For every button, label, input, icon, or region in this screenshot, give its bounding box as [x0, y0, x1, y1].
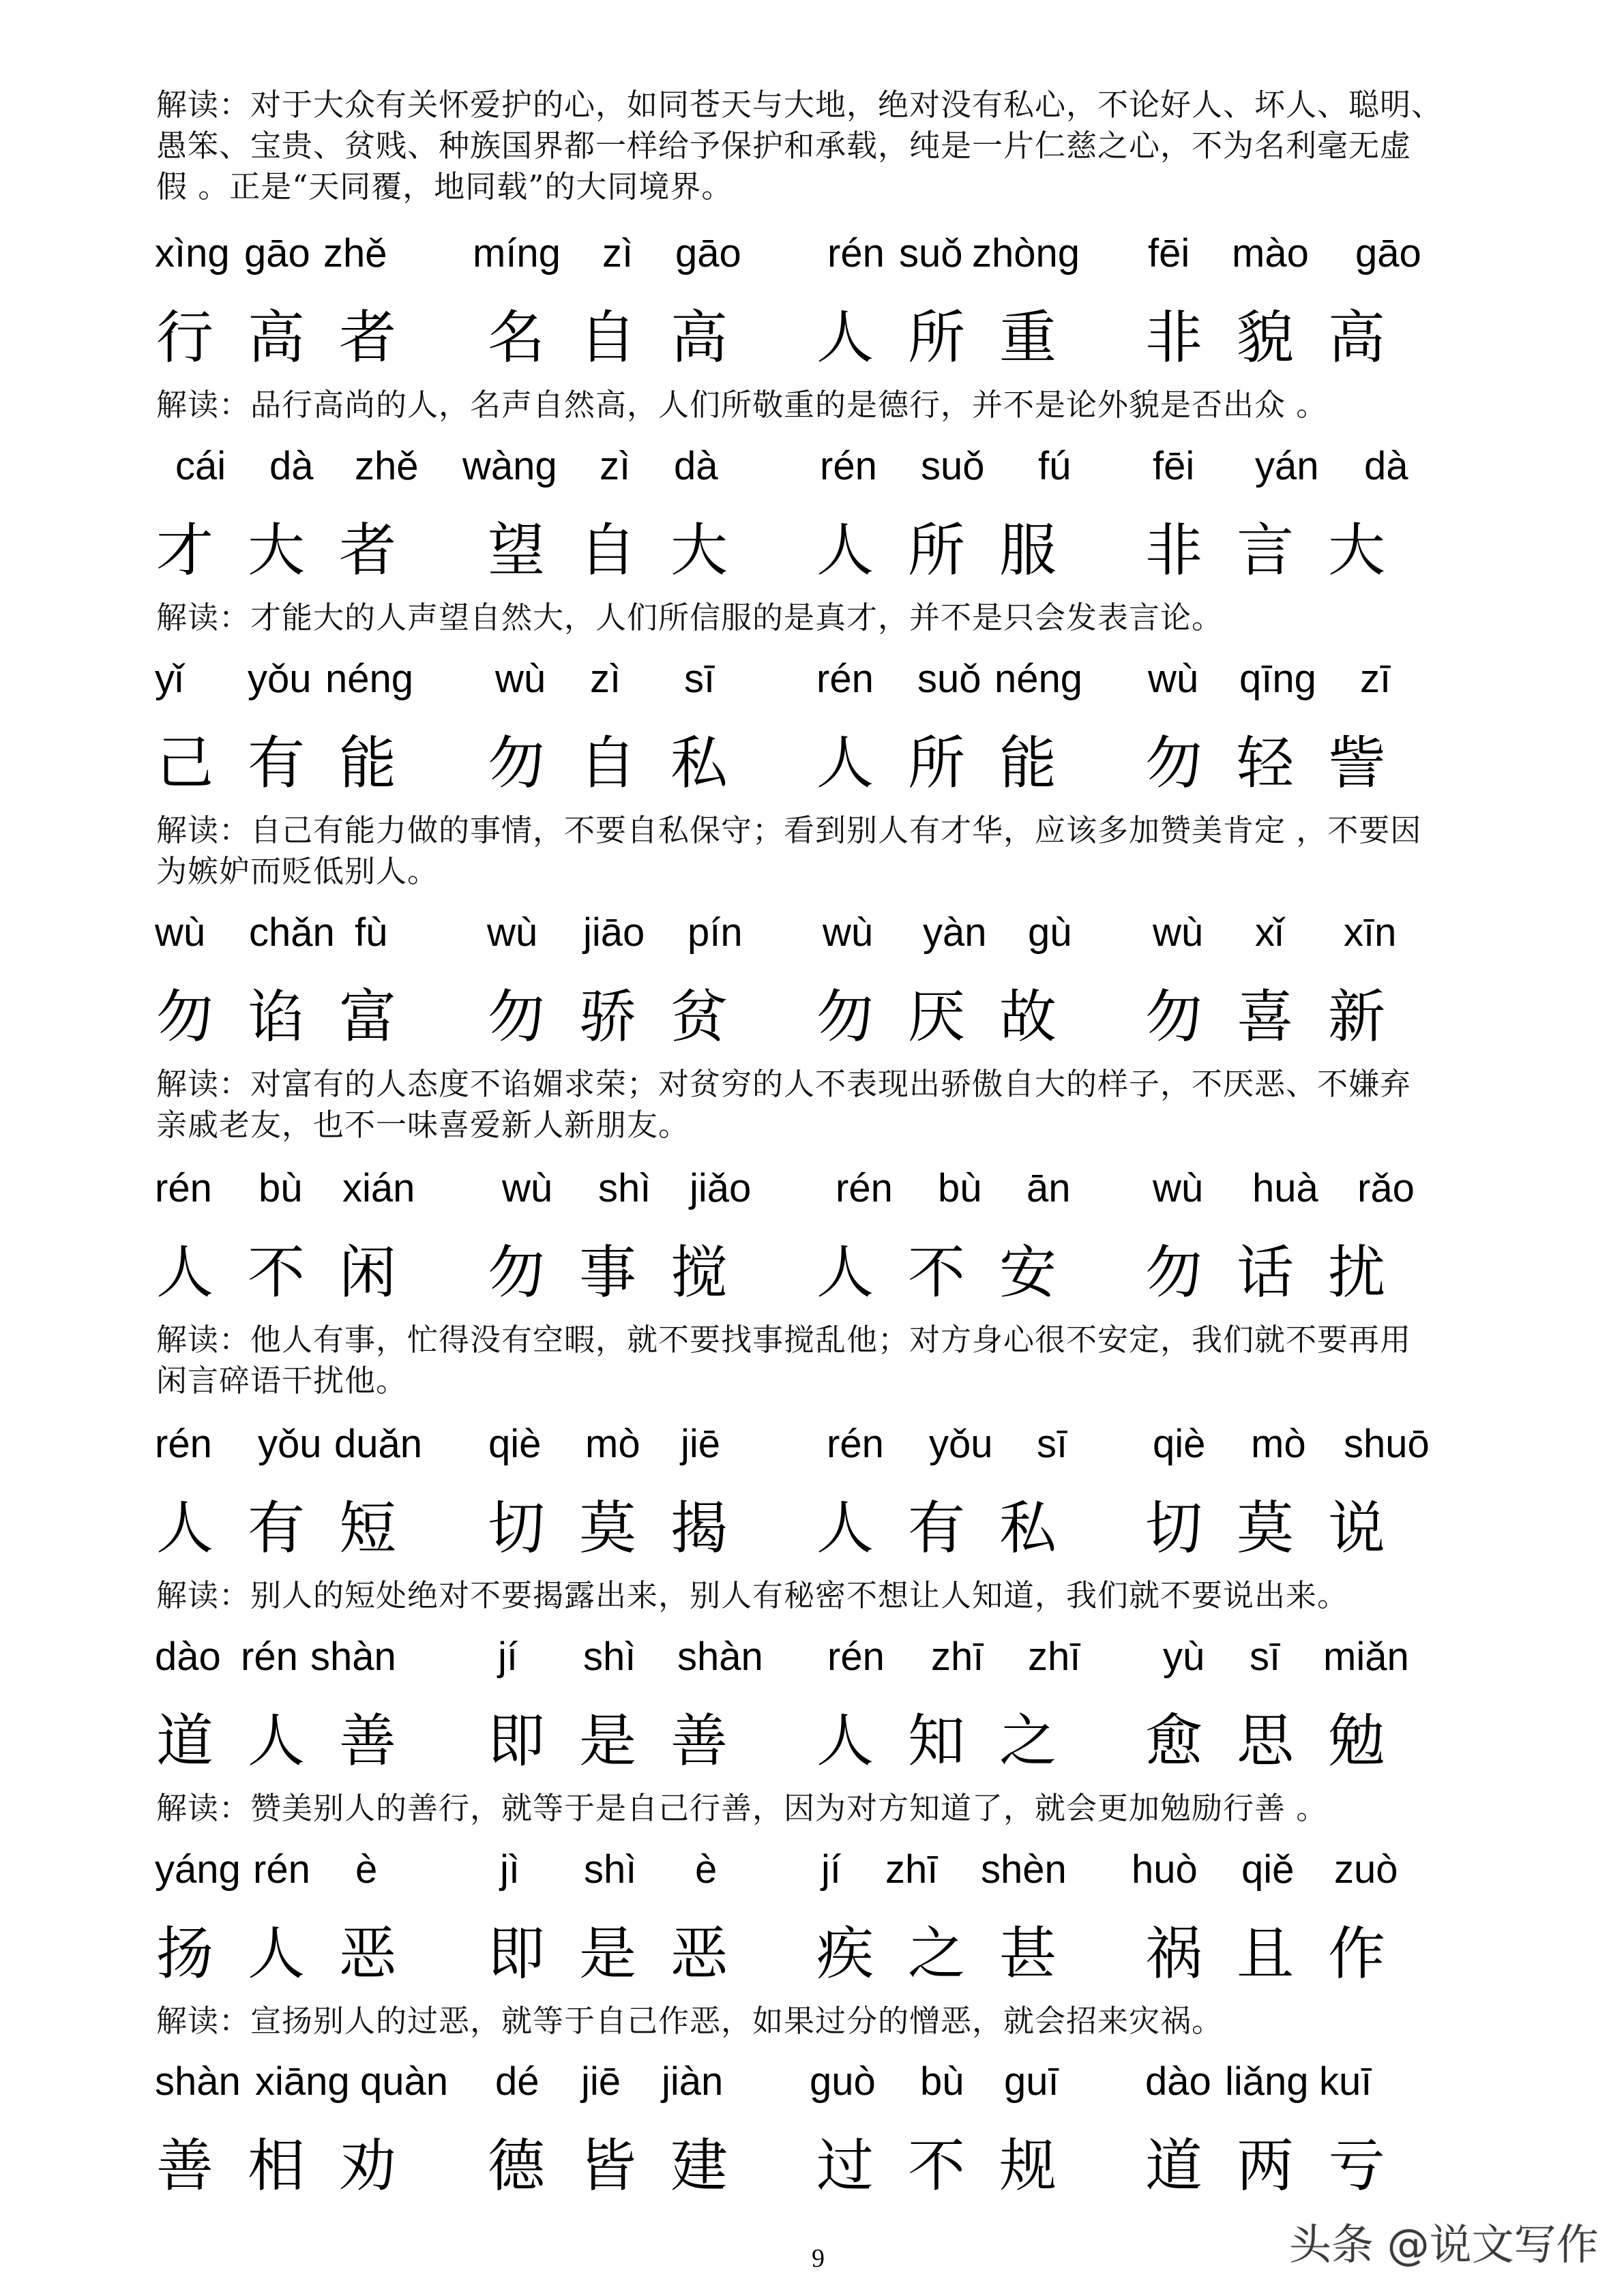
- hanzi-character: 自: [579, 304, 637, 371]
- pinyin-syllable: mào: [1232, 231, 1309, 275]
- pinyin-syllable: è: [355, 1847, 378, 1892]
- pinyin-syllable: gāo: [1355, 231, 1421, 275]
- hanzi-character: 大: [670, 517, 728, 584]
- commentary-line: 亲戚老友，也不一味喜爱新人新朋友。: [156, 1107, 690, 1143]
- hanzi-character: 安: [999, 1239, 1057, 1306]
- hanzi-character: 搅: [670, 1239, 728, 1306]
- pinyin-syllable: è: [695, 1847, 718, 1892]
- hanzi-character: 善: [670, 1708, 728, 1774]
- hanzi-character: 相: [248, 2132, 306, 2199]
- hanzi-character: 愈: [1145, 1708, 1203, 1774]
- hanzi-character: 勿: [488, 983, 546, 1050]
- hanzi-character: 疾: [816, 1920, 874, 1987]
- hanzi-character: 规: [999, 2132, 1057, 2199]
- pinyin-syllable: shuō: [1344, 1422, 1430, 1466]
- hanzi-character: 话: [1237, 1239, 1295, 1306]
- pinyin-syllable: fú: [1038, 444, 1072, 488]
- pinyin-syllable: guò: [810, 2059, 876, 2104]
- pinyin-syllable: shàn: [310, 1635, 396, 1679]
- pinyin-syllable: qiè: [488, 1422, 542, 1466]
- pinyin-syllable: suǒ: [921, 444, 985, 488]
- pinyin-syllable: wàng: [462, 444, 557, 488]
- pinyin-syllable: chǎn: [249, 910, 335, 955]
- hanzi-character: 勿: [1145, 730, 1203, 796]
- pinyin-syllable: duǎn: [334, 1422, 423, 1466]
- commentary-line: 解读：对于大众有关怀爱护的心，如同苍天与大地，绝对没有私心，不论好人、坏人、聪明、: [156, 87, 1443, 123]
- hanzi-character: 服: [999, 517, 1057, 584]
- pinyin-syllable: zì: [600, 444, 631, 488]
- pinyin-syllable: rén: [827, 231, 885, 275]
- hanzi-character: 贫: [670, 983, 728, 1050]
- hanzi-character: 非: [1145, 517, 1203, 584]
- pinyin-syllable: wù: [502, 1166, 553, 1210]
- pinyin-syllable: gāo: [675, 231, 741, 275]
- pinyin-syllable: fù: [355, 910, 388, 955]
- hanzi-character: 人: [816, 1708, 874, 1774]
- pinyin-syllable: yù: [1163, 1635, 1205, 1679]
- hanzi-character: 有: [248, 730, 306, 796]
- hanzi-character: 勿: [488, 730, 546, 796]
- pinyin-syllable: bù: [920, 2059, 964, 2104]
- commentary-line: 解读：对富有的人态度不谄媚求荣；对贫穷的人不表现出骄傲自大的样子，不厌恶、不嫌弃: [156, 1066, 1412, 1102]
- pinyin-syllable: kuī: [1319, 2059, 1372, 2104]
- pinyin-syllable: qīng: [1239, 657, 1316, 701]
- hanzi-character: 所: [908, 304, 966, 371]
- pinyin-syllable: rén: [253, 1847, 310, 1892]
- pinyin-syllable: ān: [1027, 1166, 1071, 1210]
- pinyin-syllable: cái: [175, 444, 226, 488]
- pinyin-syllable: rén: [827, 1422, 884, 1466]
- hanzi-character: 貌: [1237, 304, 1295, 371]
- pinyin-syllable: rén: [155, 1422, 212, 1466]
- hanzi-character: 勿: [156, 983, 214, 1050]
- hanzi-character: 皆: [579, 2132, 637, 2199]
- pinyin-syllable: qiě: [1241, 1847, 1295, 1892]
- pinyin-syllable: fēi: [1148, 231, 1190, 275]
- pinyin-syllable: dé: [495, 2059, 540, 2104]
- pinyin-syllable: zhě: [355, 444, 419, 488]
- pinyin-syllable: xǐ: [1255, 910, 1284, 955]
- hanzi-character: 思: [1237, 1708, 1295, 1774]
- hanzi-character: 自: [579, 730, 637, 796]
- pinyin-syllable: wù: [1153, 1166, 1204, 1210]
- pinyin-syllable: shèn: [981, 1847, 1067, 1892]
- hanzi-character: 人: [156, 1239, 214, 1306]
- commentary-line: 解读：他人有事，忙得没有空暇，就不要找事搅乱他；对方身心很不安定，我们就不要再用: [156, 1322, 1412, 1358]
- pinyin-syllable: shàn: [677, 1635, 763, 1679]
- hanzi-character: 非: [1145, 304, 1203, 371]
- pinyin-syllable: qiè: [1153, 1422, 1206, 1466]
- pinyin-syllable: dà: [269, 444, 314, 488]
- pinyin-syllable: zì: [590, 657, 621, 701]
- commentary-line: 解读：别人的短处绝对不要揭露出来，别人有秘密不想让人知道，我们就不要说出来。: [156, 1577, 1349, 1613]
- hanzi-character: 厌: [908, 983, 966, 1050]
- pinyin-syllable: míng: [473, 231, 561, 275]
- hanzi-character: 所: [908, 517, 966, 584]
- hanzi-character: 不: [908, 2132, 966, 2199]
- pinyin-syllable: sī: [1250, 1635, 1281, 1679]
- commentary-line: 假 。正是“天同覆，地同载”的大同境界。: [156, 168, 733, 205]
- hanzi-character: 人: [816, 517, 874, 584]
- pinyin-syllable: gāo: [244, 231, 310, 275]
- pinyin-syllable: jiāo: [583, 910, 645, 955]
- hanzi-character: 人: [816, 730, 874, 796]
- hanzi-character: 勿: [1145, 1239, 1203, 1306]
- hanzi-character: 人: [816, 304, 874, 371]
- pinyin-syllable: néng: [325, 657, 414, 701]
- pinyin-syllable: rén: [836, 1166, 893, 1210]
- hanzi-character: 才: [156, 517, 214, 584]
- hanzi-character: 有: [908, 1495, 966, 1562]
- hanzi-character: 且: [1237, 1920, 1295, 1987]
- pinyin-syllable: zhě: [323, 231, 387, 275]
- pinyin-syllable: rǎo: [1357, 1166, 1415, 1210]
- hanzi-character: 高: [670, 304, 728, 371]
- pinyin-syllable: rén: [820, 444, 877, 488]
- hanzi-character: 者: [339, 304, 397, 371]
- pinyin-syllable: yáng: [155, 1847, 241, 1892]
- hanzi-character: 私: [670, 730, 728, 796]
- pinyin-syllable: wù: [487, 910, 538, 955]
- hanzi-character: 之: [908, 1920, 966, 1987]
- hanzi-character: 甚: [999, 1920, 1057, 1987]
- hanzi-character: 不: [908, 1239, 966, 1306]
- watermark: 头条 @说文写作: [1289, 2220, 1599, 2269]
- hanzi-character: 望: [488, 517, 546, 584]
- hanzi-character: 勿: [488, 1239, 546, 1306]
- pinyin-syllable: xìng: [155, 231, 230, 275]
- hanzi-character: 骄: [579, 983, 637, 1050]
- pinyin-syllable: dà: [1364, 444, 1408, 488]
- hanzi-character: 喜: [1237, 983, 1295, 1050]
- pinyin-syllable: dào: [1145, 2059, 1211, 2104]
- pinyin-syllable: rén: [827, 1635, 885, 1679]
- hanzi-character: 自: [579, 517, 637, 584]
- commentary-line: 闲言碎语干扰他。: [156, 1362, 408, 1399]
- hanzi-character: 行: [156, 304, 214, 371]
- hanzi-character: 不: [248, 1239, 306, 1306]
- pinyin-syllable: mò: [585, 1422, 640, 1466]
- pinyin-syllable: rén: [241, 1635, 298, 1679]
- pinyin-syllable: wù: [495, 657, 546, 701]
- pinyin-syllable: liǎng: [1225, 2059, 1309, 2104]
- hanzi-character: 劝: [339, 2132, 397, 2199]
- hanzi-character: 勿: [1145, 983, 1203, 1050]
- pinyin-syllable: xián: [342, 1166, 415, 1210]
- pinyin-syllable: jí: [821, 1847, 841, 1892]
- hanzi-character: 扰: [1328, 1239, 1386, 1306]
- commentary-line: 愚笨、宝贵、贫贱、种族国界都一样给予保护和承载，纯是一片仁慈之心，不为名利毫无虚: [156, 128, 1412, 164]
- hanzi-character: 之: [999, 1708, 1057, 1774]
- hanzi-character: 说: [1328, 1495, 1386, 1562]
- pinyin-syllable: yǒu: [258, 1422, 322, 1466]
- pinyin-syllable: yǒu: [929, 1422, 993, 1466]
- pinyin-syllable: rén: [816, 657, 874, 701]
- pinyin-syllable: xīn: [1344, 910, 1397, 955]
- hanzi-character: 扬: [156, 1920, 214, 1987]
- pinyin-syllable: rén: [155, 1166, 212, 1210]
- hanzi-character: 人: [156, 1495, 214, 1562]
- hanzi-character: 大: [1328, 517, 1386, 584]
- pinyin-syllable: jí: [498, 1635, 518, 1679]
- hanzi-character: 重: [999, 304, 1057, 371]
- pinyin-syllable: bù: [938, 1166, 982, 1210]
- pinyin-syllable: suǒ: [899, 231, 963, 275]
- hanzi-character: 建: [670, 2132, 728, 2199]
- pinyin-syllable: shàn: [155, 2059, 241, 2104]
- pinyin-syllable: xiāng: [255, 2059, 350, 2104]
- pinyin-syllable: jiē: [581, 2059, 621, 2104]
- hanzi-character: 闲: [339, 1239, 397, 1306]
- hanzi-character: 人: [248, 1708, 306, 1774]
- hanzi-character: 恶: [670, 1920, 728, 1987]
- hanzi-character: 道: [1145, 2132, 1203, 2199]
- hanzi-character: 揭: [670, 1495, 728, 1562]
- hanzi-character: 高: [248, 304, 306, 371]
- pinyin-syllable: zhòng: [972, 231, 1080, 275]
- pinyin-syllable: zhī: [885, 1847, 939, 1892]
- hanzi-character: 过: [816, 2132, 874, 2199]
- hanzi-character: 是: [579, 1920, 637, 1987]
- pinyin-syllable: wù: [155, 910, 206, 955]
- pinyin-syllable: yán: [1255, 444, 1319, 488]
- hanzi-character: 善: [156, 2132, 214, 2199]
- pinyin-syllable: dào: [155, 1635, 221, 1679]
- pinyin-syllable: wù: [823, 910, 874, 955]
- pinyin-syllable: jiē: [681, 1422, 721, 1466]
- hanzi-character: 知: [908, 1708, 966, 1774]
- hanzi-character: 人: [816, 1239, 874, 1306]
- pinyin-syllable: quàn: [360, 2059, 449, 2104]
- commentary-line: 解读：品行高尚的人，名声自然高，人们所敬重的是德行，并不是论外貌是否出众 。: [156, 387, 1328, 423]
- page-number: 9: [812, 2244, 825, 2273]
- hanzi-character: 訾: [1328, 730, 1386, 796]
- hanzi-character: 切: [488, 1495, 546, 1562]
- pinyin-syllable: gù: [1028, 910, 1072, 955]
- hanzi-character: 德: [488, 2132, 546, 2199]
- hanzi-character: 道: [156, 1708, 214, 1774]
- hanzi-character: 莫: [1237, 1495, 1295, 1562]
- hanzi-character: 私: [999, 1495, 1057, 1562]
- pinyin-syllable: dà: [674, 444, 718, 488]
- pinyin-syllable: zī: [1360, 657, 1391, 701]
- hanzi-character: 能: [339, 730, 397, 796]
- pinyin-syllable: huà: [1252, 1166, 1318, 1210]
- pinyin-syllable: suǒ: [917, 657, 981, 701]
- hanzi-character: 故: [999, 983, 1057, 1050]
- pinyin-syllable: miǎn: [1323, 1635, 1409, 1679]
- pinyin-syllable: wù: [1148, 657, 1199, 701]
- hanzi-character: 新: [1328, 983, 1386, 1050]
- pinyin-syllable: jì: [500, 1847, 520, 1892]
- pinyin-syllable: néng: [994, 657, 1083, 701]
- hanzi-character: 高: [1328, 304, 1386, 371]
- pinyin-syllable: shì: [584, 1847, 637, 1892]
- hanzi-character: 祸: [1145, 1920, 1203, 1987]
- hanzi-character: 短: [339, 1495, 397, 1562]
- hanzi-character: 莫: [579, 1495, 637, 1562]
- pinyin-syllable: mò: [1251, 1422, 1306, 1466]
- hanzi-character: 亏: [1328, 2132, 1386, 2199]
- hanzi-character: 富: [339, 983, 397, 1050]
- pinyin-syllable: shì: [583, 1635, 636, 1679]
- hanzi-character: 善: [339, 1708, 397, 1774]
- commentary-line: 解读：才能大的人声望自然大，人们所信服的是真才，并不是只会发表言论。: [156, 599, 1224, 636]
- pinyin-syllable: bù: [259, 1166, 303, 1210]
- commentary-line: 解读：宣扬别人的过恶，就等于自己作恶，如果过分的憎恶，就会招来灾祸。: [156, 2003, 1224, 2039]
- hanzi-character: 即: [488, 1708, 546, 1774]
- pinyin-syllable: yàn: [923, 910, 987, 955]
- hanzi-character: 轻: [1237, 730, 1295, 796]
- hanzi-character: 大: [248, 517, 306, 584]
- hanzi-character: 己: [156, 730, 214, 796]
- commentary-line: 为嫉妒而贬低别人。: [156, 853, 439, 889]
- hanzi-character: 名: [488, 304, 546, 371]
- pinyin-syllable: huò: [1132, 1847, 1198, 1892]
- commentary-line: 解读：赞美别人的善行，就等于是自己行善，因为对方知道了，就会更加勉励行善 。: [156, 1790, 1328, 1826]
- hanzi-character: 勿: [816, 983, 874, 1050]
- hanzi-character: 作: [1328, 1920, 1386, 1987]
- hanzi-character: 者: [339, 517, 397, 584]
- commentary-line: 解读：自己有能力做的事情，不要自私保守；看到别人有才华，应该多加赞美肯定 ，不要因: [156, 812, 1422, 848]
- pinyin-syllable: zuò: [1334, 1847, 1398, 1892]
- hanzi-character: 即: [488, 1920, 546, 1987]
- hanzi-character: 人: [816, 1495, 874, 1562]
- hanzi-character: 是: [579, 1708, 637, 1774]
- pinyin-syllable: yǒu: [248, 657, 312, 701]
- hanzi-character: 有: [248, 1495, 306, 1562]
- pinyin-syllable: sī: [1037, 1422, 1068, 1466]
- pinyin-syllable: fēi: [1153, 444, 1195, 488]
- hanzi-character: 事: [579, 1239, 637, 1306]
- hanzi-character: 切: [1145, 1495, 1203, 1562]
- hanzi-character: 人: [248, 1920, 306, 1987]
- pinyin-syllable: jiàn: [662, 2059, 724, 2104]
- hanzi-character: 能: [999, 730, 1057, 796]
- pinyin-syllable: zhī: [1028, 1635, 1081, 1679]
- pinyin-syllable: pín: [688, 910, 743, 955]
- pinyin-syllable: zì: [602, 231, 634, 275]
- pinyin-syllable: sī: [684, 657, 715, 701]
- hanzi-character: 言: [1237, 517, 1295, 584]
- hanzi-character: 两: [1237, 2132, 1295, 2199]
- pinyin-syllable: guī: [1004, 2059, 1059, 2104]
- pinyin-syllable: zhī: [931, 1635, 984, 1679]
- hanzi-character: 恶: [339, 1920, 397, 1987]
- hanzi-character: 勉: [1328, 1708, 1386, 1774]
- pinyin-syllable: wù: [1153, 910, 1204, 955]
- pinyin-syllable: shì: [598, 1166, 651, 1210]
- hanzi-character: 谄: [248, 983, 306, 1050]
- pinyin-syllable: yǐ: [155, 657, 183, 701]
- pinyin-syllable: jiǎo: [690, 1166, 752, 1210]
- hanzi-character: 所: [908, 730, 966, 796]
